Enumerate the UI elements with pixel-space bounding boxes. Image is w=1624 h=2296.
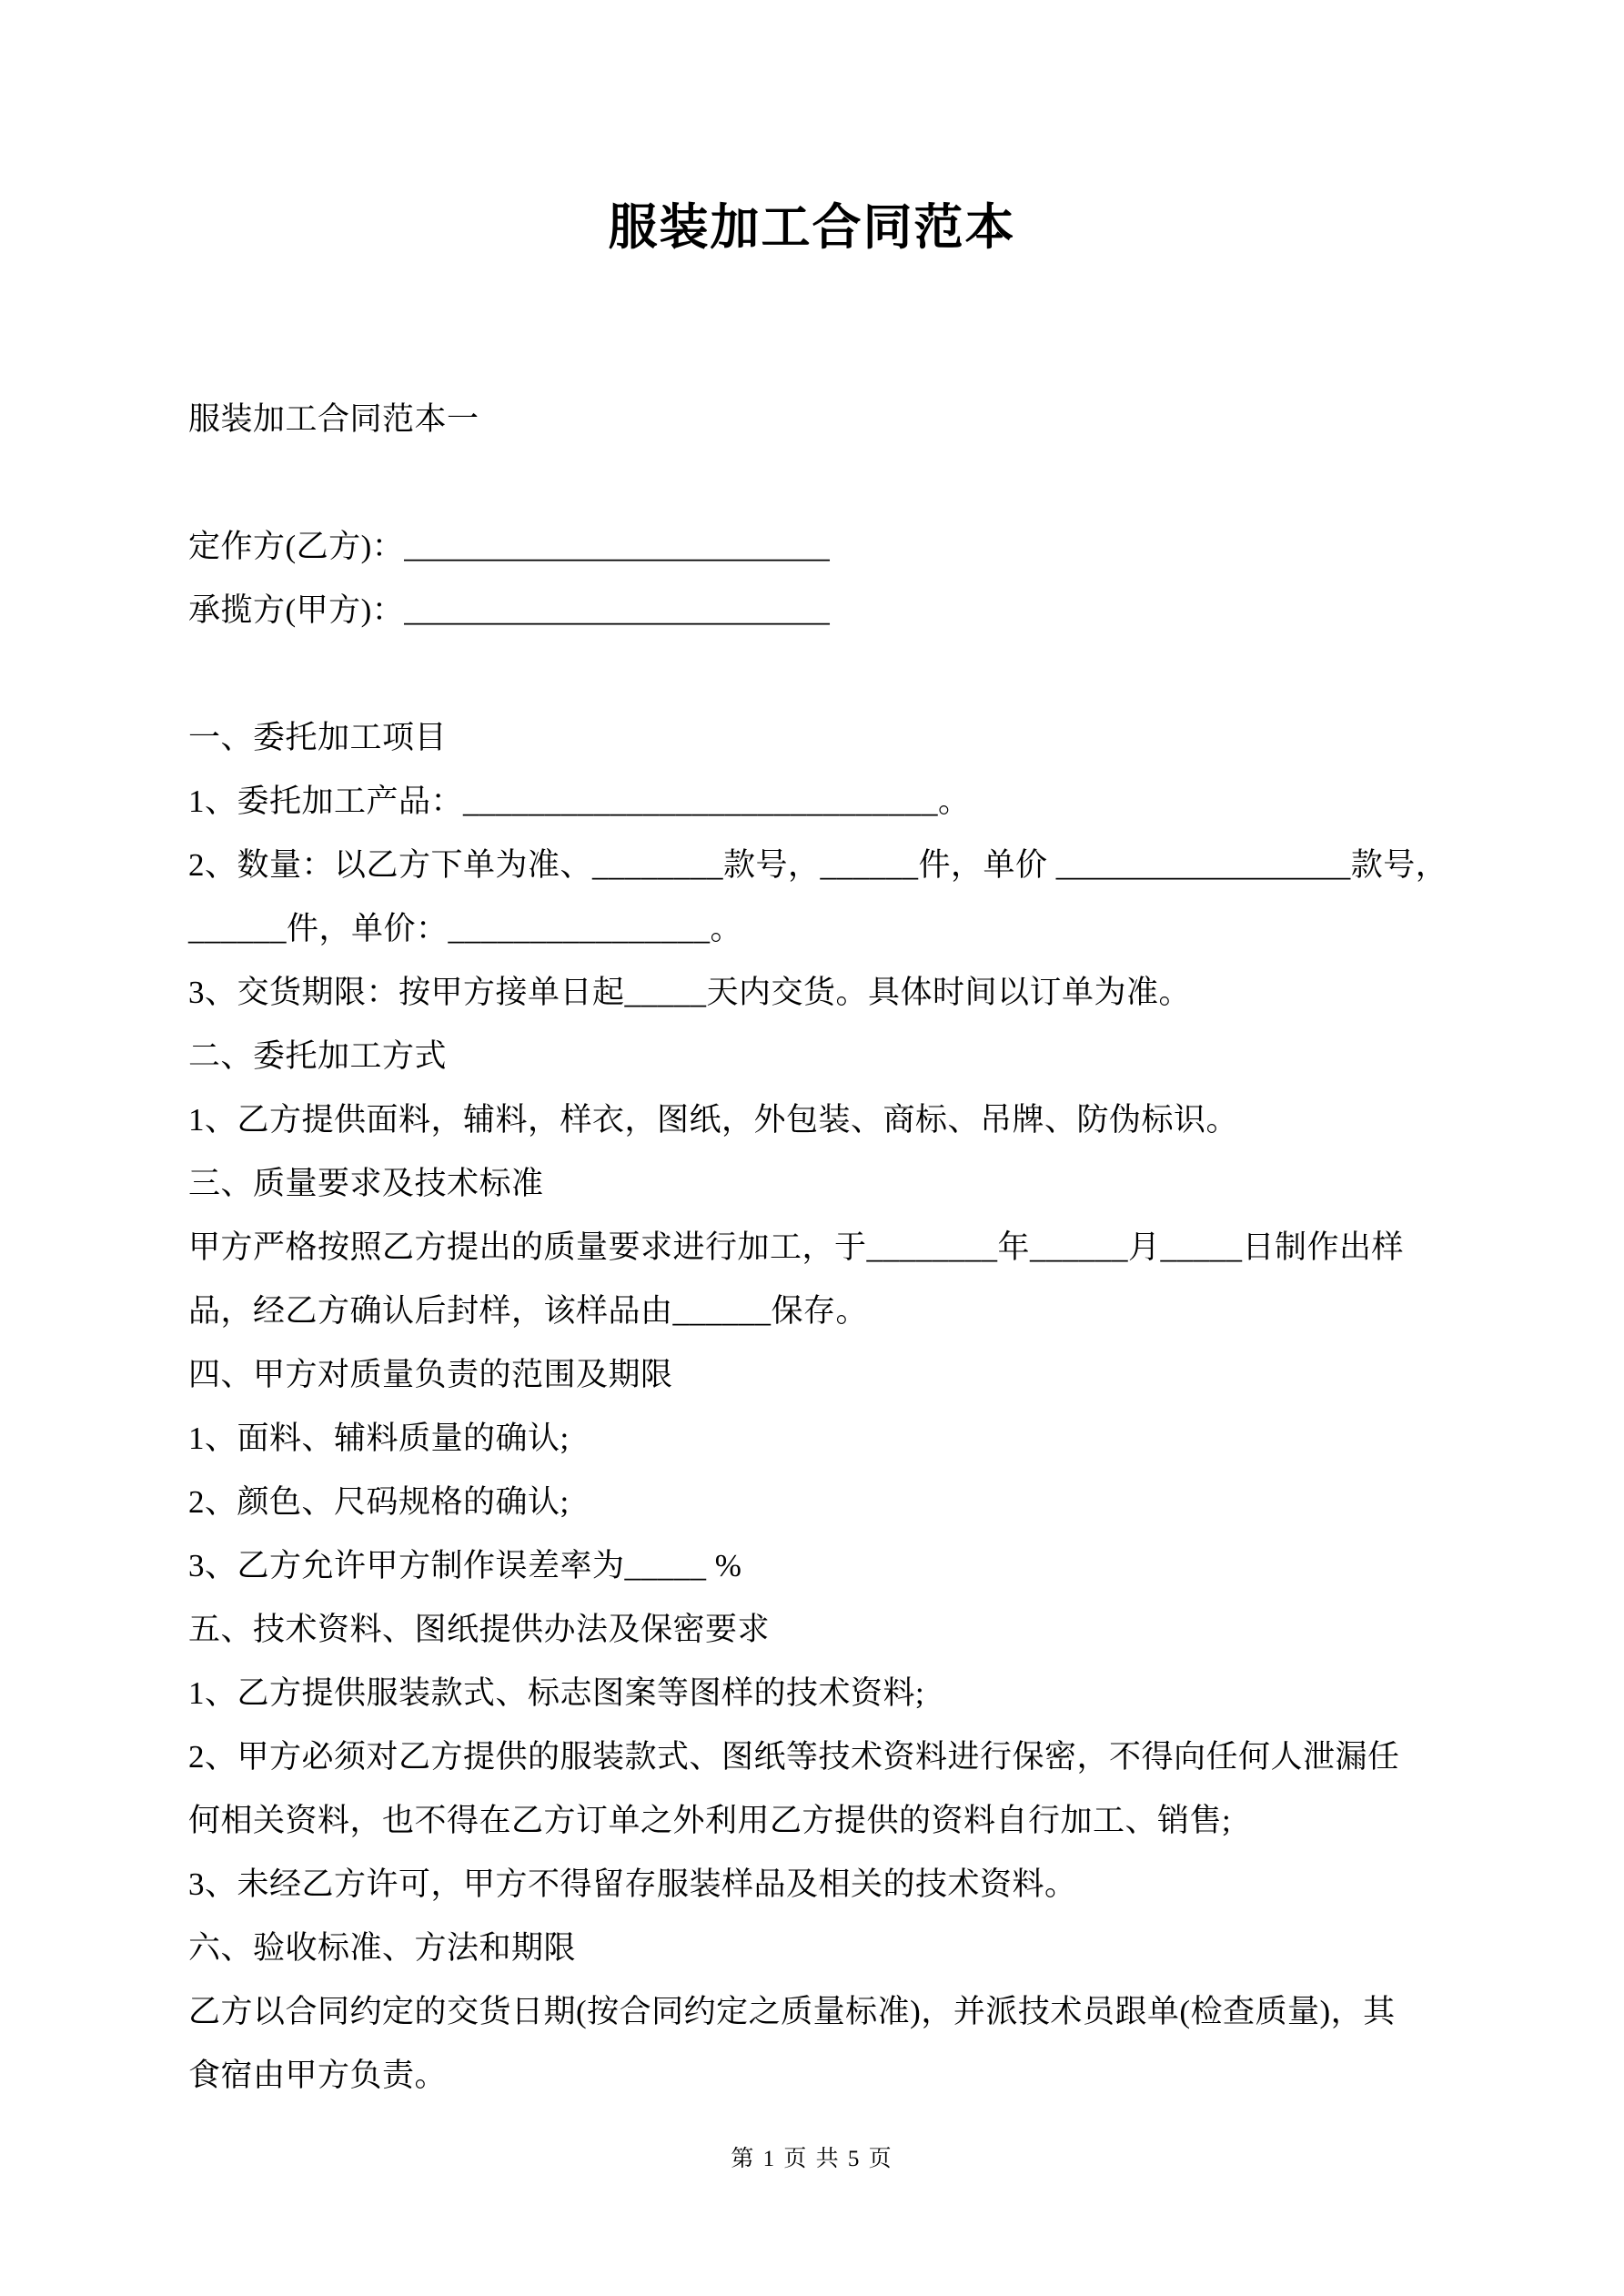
page-number-footer: 第 1 页 共 5 页 xyxy=(731,2147,893,2171)
contract-line: 服装加工合同范本一 xyxy=(188,401,479,437)
document-body xyxy=(0,388,1624,2108)
contract-line: 1、委托加工产品：_____________________________。 xyxy=(188,784,971,819)
contract-line: 二、委托加工方式 xyxy=(188,1038,448,1074)
contract-line: 五、技术资料、图纸提供办法及保密要求 xyxy=(188,1612,771,1647)
contract-line: 乙方以合同约定的交货日期(按合同约定之质量标准)，并派技术员跟单(检查质量)，其 xyxy=(188,1994,1396,2029)
contract-line: 1、乙方提供服装款式、标志图案等图样的技术资料; xyxy=(188,1675,925,1711)
contract-line: 1、乙方提供面料，辅料，样衣，图纸，外包装、商标、吊牌、防伪标识。 xyxy=(188,1102,1239,1138)
contract-line: 2、数量：以乙方下单为准、________款号，______件，单价 __________________款号， xyxy=(188,847,1448,883)
contract-line: 定作方(乙方)：__________________________ xyxy=(188,529,831,564)
contract-line: 3、未经乙方许可，甲方不得留存服装样品及相关的技术资料。 xyxy=(188,1866,1077,1902)
blank-line xyxy=(188,451,1437,515)
contract-line: 何相关资料，也不得在乙方订单之外利用乙方提供的资料自行加工、销售; xyxy=(188,1803,1232,1838)
contract-line: 甲方严格按照乙方提出的质量要求进行加工，于________年______月_____日制作出样 xyxy=(188,1229,1405,1265)
contract-line: 承揽方(甲方)：__________________________ xyxy=(188,592,831,628)
contract-line: 三、质量要求及技术标准 xyxy=(188,1166,544,1201)
contract-line: 四、甲方对质量负责的范围及期限 xyxy=(188,1357,673,1392)
contract-line: 2、颜色、尺码规格的确认; xyxy=(188,1484,570,1520)
contract-line: 食宿由甲方负责。 xyxy=(188,2058,448,2093)
document-title: 服装加工合同范本 xyxy=(608,200,1016,255)
contract-line: ______件，单价：________________。 xyxy=(188,911,743,946)
contract-line: 六、验收标准、方法和期限 xyxy=(188,1930,577,1966)
contract-line: 3、交货期限：按甲方接单日起_____天内交货。具体时间以订单为准。 xyxy=(188,975,1192,1010)
contract-line: 2、甲方必须对乙方提供的服装款式、图纸等技术资料进行保密，不得向任何人泄漏任 xyxy=(188,1739,1400,1775)
contract-line: 1、面料、辅料质量的确认; xyxy=(188,1421,570,1456)
contract-line: 一、委托加工项目 xyxy=(188,720,448,755)
contract-line: 品，经乙方确认后封样，该样品由______保存。 xyxy=(188,1293,869,1329)
contract-line: 3、乙方允许甲方制作误差率为_____ % xyxy=(188,1548,742,1583)
blank-line xyxy=(188,642,1437,706)
title-gap xyxy=(0,271,1624,388)
